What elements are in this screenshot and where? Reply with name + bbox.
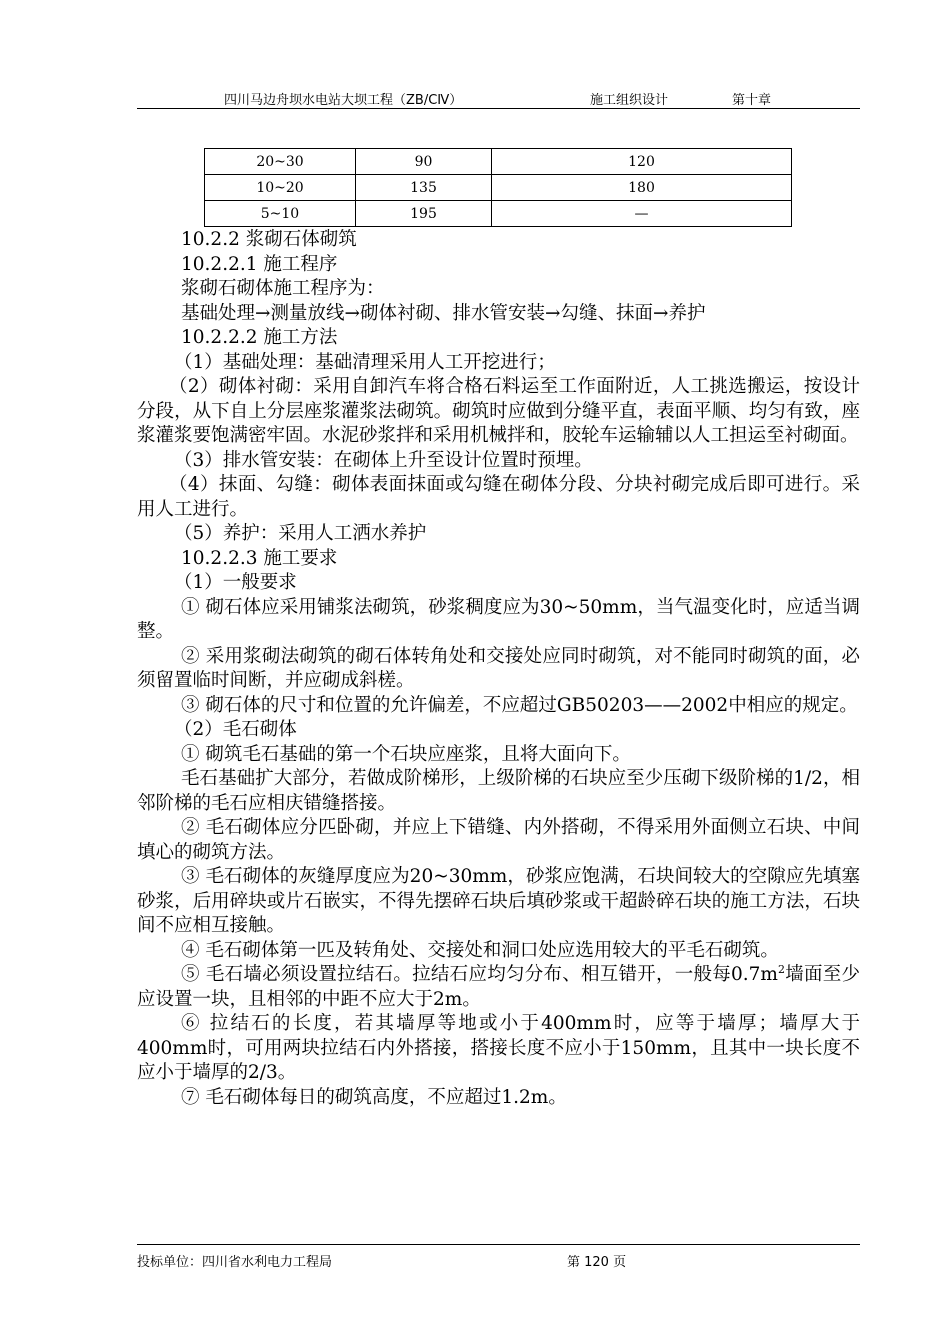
- data-table: [204, 148, 792, 227]
- paragraph: 浆砌石砌体施工程序为：: [181, 278, 385, 299]
- table-row: [205, 201, 792, 227]
- page-header: [137, 88, 860, 109]
- subsection-heading: 10.2.2.3 施工要求: [181, 547, 338, 569]
- table-cell: 120: [492, 149, 792, 175]
- paragraph: ④ 毛石砌体第一匹及转角处、交接处和洞口处应选用较大的平毛石砌筑。: [181, 939, 779, 961]
- paragraph: （2）毛石砌体: [174, 719, 297, 740]
- footer-unit: 投标单位：四川省水利电力工程局: [137, 1255, 333, 1270]
- paragraph: [137, 963, 860, 1012]
- paragraph: ⑥ 拉结石的长度，若其墙厚等地或小于400mm时，应等于墙厚；墙厚大于400mm时，可用两块拉结石内外搭接，搭接长度不应小于150mm，且其中一块长度不应小于墙厚的2/3。: [137, 1013, 860, 1083]
- page-number: 第 120 页: [567, 1255, 627, 1270]
- paragraph: ② 采用浆砌法砌筑的砌石体转角处和交接处应同时砌筑，对不能同时砌筑的面，必须留置临时间断，并应砌成斜槎。: [137, 645, 860, 691]
- paragraph: ③ 砌石体的尺寸和位置的允许偏差，不应超过GB50203——2002中相应的规定。: [181, 694, 858, 716]
- table-cell: 20~30: [205, 149, 356, 175]
- table-cell: 180: [492, 175, 792, 201]
- paragraph: ③ 毛石砌体的灰缝厚度应为20~30mm，砂浆应饱满，石块间较大的空隙应先填塞砂浆，后用碎块或片石嵌实，不得先摆碎石块后填砂浆或干超龄碎石块的施工方法，石块间不应相互接触。: [137, 866, 860, 936]
- paragraph: ② 毛石砌体应分匹卧砌，并应上下错缝、内外搭砌，不得采用外面侧立石块、中间填心的砌筑方法。: [137, 817, 860, 863]
- header-title: 四川马边舟坝水电站大坝工程（ZB/CⅣ）: [224, 93, 463, 108]
- table-cell: 135: [356, 175, 492, 201]
- page-footer: [137, 1244, 860, 1270]
- paragraph: （4）抹面、勾缝：砌体表面抹面或勾缝在砌体分段、分块衬砌完成后即可进行。采用人工进行。: [137, 474, 860, 520]
- table-cell: 5~10: [205, 201, 356, 227]
- paragraph: 毛石基础扩大部分，若做成阶梯形，上级阶梯的石块应至少压砌下级阶梯的1/2，相邻阶梯的毛石应相庆错缝搭接。: [137, 768, 860, 814]
- paragraph: ⑦ 毛石砌体每日的砌筑高度，不应超过1.2m。: [181, 1086, 567, 1108]
- subsection-heading: 10.2.2.2 施工方法: [181, 327, 338, 348]
- document-body: [137, 228, 860, 1110]
- paragraph: ① 砌筑毛石基础的第一个石块应座浆，且将大面向下。: [181, 743, 631, 765]
- header-design: 施工组织设计: [590, 93, 669, 108]
- table-cell: —: [492, 201, 792, 227]
- paragraph-text: 墙面至少应设置一块，且相邻的中距不应大于2m。: [137, 964, 860, 1010]
- table-cell: 90: [356, 149, 492, 175]
- superscript: 2: [777, 962, 785, 976]
- paragraph: （1）一般要求: [174, 572, 297, 593]
- table-row: [205, 149, 792, 175]
- paragraph: （1）基础处理：基础清理采用人工开挖进行；: [174, 351, 556, 373]
- paragraph: （5）养护：采用人工洒水养护: [174, 523, 427, 544]
- header-chapter: 第十章: [732, 93, 772, 108]
- paragraph-text: ⑤ 毛石墙必须设置拉结石。拉结石应均匀分布、相互错开，一般每0.7m: [181, 964, 778, 985]
- paragraph: （2）砌体衬砌：采用自卸汽车将合格石料运至工作面附近，人工挑选搬运，按设计分段，从下自上分层座浆灌浆法砌筑。砌筑时应做到分缝平直，表面平顺、均匀有致，座浆灌浆要饱满密牢固。水泥砂浆拌和采用机械拌和，胶轮车运输辅以人工担运至衬砌面。: [137, 376, 860, 446]
- paragraph: ① 砌石体应采用铺浆法砌筑，砂浆稠度应为30~50mm，当气温变化时，应适当调整。: [137, 596, 860, 642]
- paragraph: 基础处理→测量放线→砌体衬砌、排水管安装→勾缝、抹面→养护: [181, 302, 706, 324]
- table-row: [205, 175, 792, 201]
- table-cell: 195: [356, 201, 492, 227]
- section-heading: 10.2.2 浆砌石体砌筑: [181, 229, 357, 250]
- table-cell: 10~20: [205, 175, 356, 201]
- paragraph: （3）排水管安装：在砌体上升至设计位置时预埋。: [174, 449, 593, 471]
- subsection-heading: 10.2.2.1 施工程序: [181, 253, 338, 275]
